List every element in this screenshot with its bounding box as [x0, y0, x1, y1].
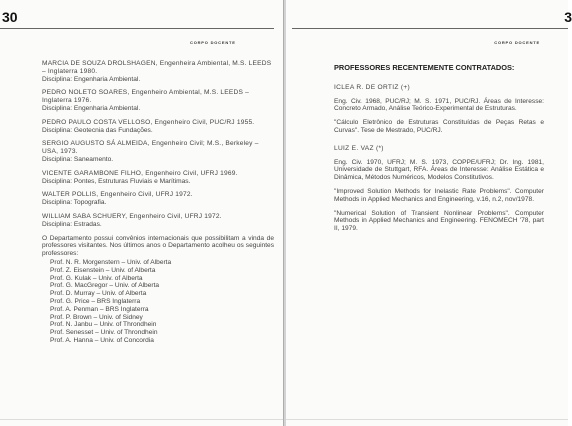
left-page-number: 30 [2, 9, 18, 25]
faculty-name: PEDRO NOLETO SOARES, Engenheiro Ambiental, M.S. LEEDS – Inglaterra 1976. [42, 89, 249, 105]
right-header-rule [292, 28, 568, 29]
left-content [42, 60, 274, 345]
faculty-discipline: Disciplina: Saneamento. [42, 155, 114, 163]
right-top-bar [286, 0, 572, 40]
faculty-discipline: Disciplina: Topografia. [42, 199, 107, 207]
new-professor-name: ICLEA R. DE ORTIZ (+) [334, 83, 410, 91]
faculty-name: WALTER POLLIS, Engenheiro Civil, UFRJ 1972. [42, 191, 193, 199]
visiting-professor-item: Prof. A. Penman – BRS Inglaterra [50, 305, 149, 313]
visiting-professor-item: Prof. D. Murray – Univ. of Alberta [50, 290, 147, 298]
visiting-professor-item: Prof. N. R. Morgenstern – Univ. of Alberta [50, 258, 172, 266]
visiting-professor-item: Prof. A. Hanna – Univ. of Concordia [50, 336, 154, 344]
section-title: PROFESSORES RECENTEMENTE CONTRATADOS: [334, 63, 515, 72]
faculty-discipline: Disciplina: Engenharia Ambiental. [42, 75, 141, 83]
new-professor-entry [334, 145, 544, 233]
faculty-name: WILLIAM SABA SCHUERY, Engenheiro Civil, UFRJ 1972. [42, 212, 222, 220]
visiting-professors-paragraph: O Departamento possui convênios internacionais que possibilitam a vinda de professores visitantes. Nos últimos anos o Departamento acolheu os seguintes professores: [42, 234, 274, 258]
visiting-professor-item: Prof. N. Janbu – Univ. of Throndhein [50, 321, 157, 329]
new-professor-name: LUIZ E. VAZ (*) [334, 144, 384, 152]
new-professor-entry [334, 84, 544, 135]
faculty-discipline: Disciplina: Geotecnia das Fundações. [42, 126, 153, 134]
right-page [286, 0, 572, 426]
right-page-number: 3 [564, 9, 572, 25]
visiting-professor-item: Prof. G. Price – BRS Inglaterra [50, 297, 141, 305]
professor-paragraph: Eng. Civ. 1968, PUC/RJ; M. S. 1971, PUC/RJ. Áreas de Interesse: Concreto Armado, Análise Teórico-Experimental de Estruturas. [334, 97, 544, 113]
faculty-entry [42, 170, 274, 186]
professor-paragraph: "Numerical Solution of Transient Nonlinear Problems". Computer Methods in Applied Mechanics and Engineering. FENOMECH '78, part II, 1979. [334, 209, 544, 233]
left-running-header: CORPO DOCENTE [190, 40, 236, 45]
left-header-rule [0, 28, 274, 29]
visiting-professor-item: Prof. P. Brown – Univ. of Sidney [50, 313, 143, 321]
right-content [334, 64, 544, 239]
professor-paragraph: "Cálculo Eletrônico de Estruturas Constituídas de Peças Retas e Curvas". Tese de Mestrado, PUC/RJ. [334, 119, 544, 134]
faculty-name: PEDRO PAULO COSTA VELLOSO, Engenheiro Civil, PUC/RJ 1955. [42, 118, 255, 126]
faculty-entry [42, 119, 274, 135]
faculty-entry [42, 140, 274, 163]
visiting-professors-list [42, 259, 274, 345]
visiting-professor-item: Prof. Senesset – Univ. of Throndhein [50, 329, 158, 337]
left-bottom-rule [0, 419, 284, 420]
faculty-entry [42, 213, 274, 229]
left-top-bar [0, 0, 284, 40]
faculty-name: SERGIO AUGUSTO SÁ ALMEIDA, Engenheiro Civil; M.S., Berkeley – USA, 1973. [42, 140, 259, 156]
professor-paragraph: "Improved Solution Methods for Inelastic Rate Problems". Computer Methods in Applied Mechanics and Engineering, v.16, n.2, nov/1978. [334, 187, 544, 203]
right-bottom-rule [286, 419, 568, 420]
faculty-entry [42, 191, 274, 207]
faculty-entry [42, 60, 274, 83]
right-running-header: CORPO DOCENTE [494, 40, 540, 45]
visiting-professor-item: Prof. G. Kulak – Univ. of Alberta [50, 274, 143, 282]
faculty-discipline: Disciplina: Engenharia Ambiental. [42, 104, 141, 112]
faculty-discipline: Disciplina: Estradas. [42, 220, 102, 228]
faculty-discipline: Disciplina: Pontes, Estruturas Fluviais e Marítimas. [42, 177, 191, 185]
left-page [0, 0, 284, 426]
visiting-professor-item: Prof. Z. Eisenstein – Univ. of Alberta [50, 266, 156, 274]
professor-paragraph: Eng. Civ. 1970, UFRJ; M. S. 1973, COPPE/UFRJ; Dr. Ing. 1981, Universidade de Stuttgart, RFA. Áreas de Interesse: Análise Estática e Dinâmica, Métodos Numéricos, Modelos Constitutivos. [334, 158, 544, 182]
visiting-professor-item: Prof. G. MacGregor – Univ. of Alberta [50, 282, 160, 290]
faculty-name: MARCIA DE SOUZA DROLSHAGEN, Engenheira Ambiental, M.S. LEEDS – Inglaterra 1980. [42, 60, 272, 75]
faculty-entry [42, 89, 274, 112]
faculty-name: VICENTE GARAMBONE FILHO, Engenheiro Civil, UFRJ 1969. [42, 169, 238, 177]
